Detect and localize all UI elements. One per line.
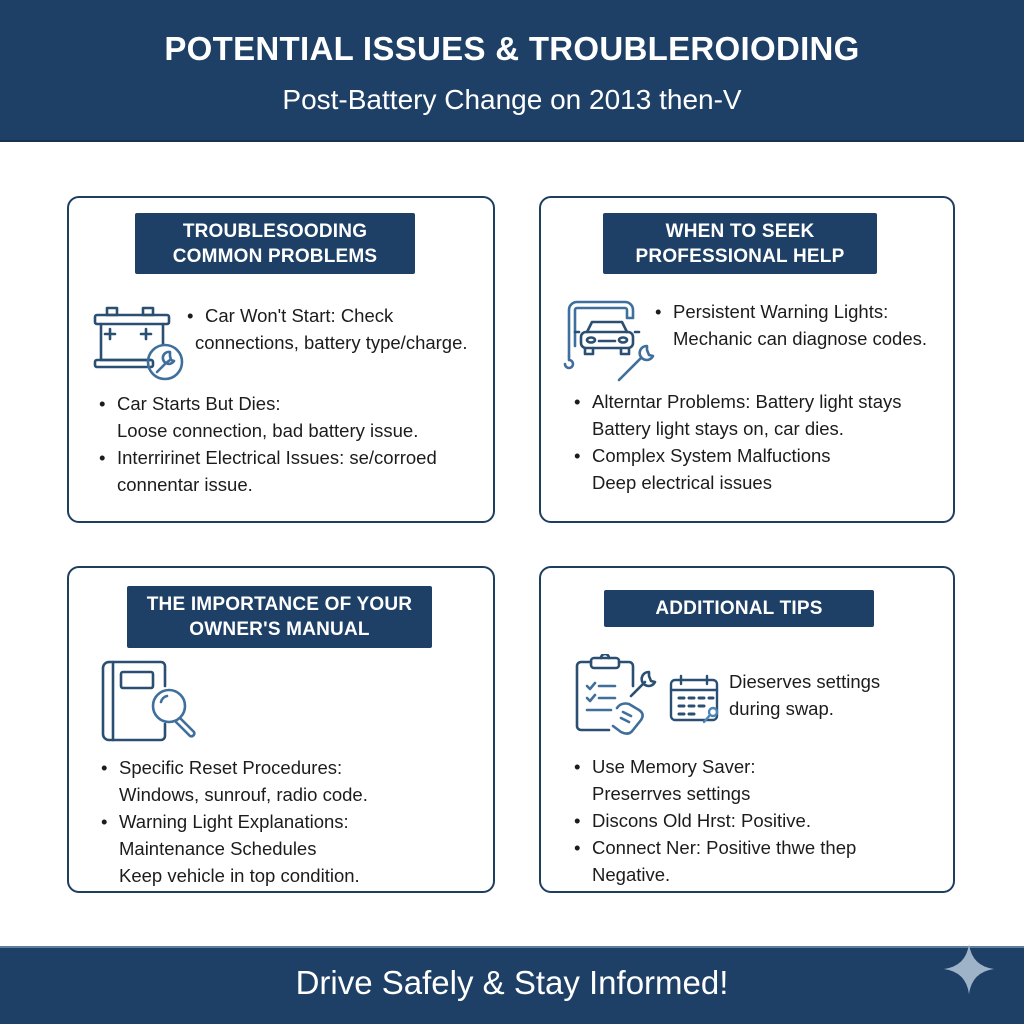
calendar-icon: [669, 674, 723, 726]
card-heading-line1: WHEN TO SEEK: [665, 220, 815, 242]
item-line1: Specific Reset Procedures:: [119, 757, 343, 778]
item-line1: Use Memory Saver:: [592, 756, 756, 777]
item-line2: Loose connection, bad battery issue.: [117, 420, 419, 441]
page-title: POTENTIAL ISSUES & TROUBLEROIODING: [164, 30, 860, 67]
card-heading-badge: [127, 586, 432, 648]
item-line2: Negative.: [592, 864, 671, 885]
footer-message: Drive Safely & Stay Informed!: [295, 964, 729, 1001]
intro-line1: Dieserves settings: [729, 671, 881, 692]
battery-wrench-icon: [91, 302, 187, 382]
item-line2: Preserrves settings: [592, 783, 751, 804]
card-heading-line1: TROUBLESOODING: [182, 220, 368, 242]
card-item: • Warning Light Explanations: Maintenance Schedules Keep vehicle in top condition.: [101, 808, 360, 889]
sparkle-icon: [942, 942, 996, 1001]
card-heading-line1: ADDITIONAL TIPS: [655, 598, 823, 619]
footer-banner: [0, 946, 1024, 1024]
card-troubleshooting-common-problems: [67, 196, 495, 523]
card-item: • Alterntar Problems: Battery light stays Battery light stays on, car dies.: [574, 388, 901, 442]
card-item: • Car Starts But Dies: Loose connection, bad battery issue.: [99, 390, 418, 444]
car-lift-wrench-icon: [561, 296, 661, 382]
manual-magnifier-icon: [99, 660, 203, 746]
card-additional-tips: [539, 566, 955, 893]
item-line1: Car Won't Start: Check: [205, 305, 394, 326]
card-item: • Discons Old Hrst: Positive.: [574, 810, 811, 831]
page-subtitle: Post-Battery Change on 2013 then-V: [282, 84, 742, 115]
item-line3: Keep vehicle in top condition.: [119, 865, 360, 886]
tips-intro: [729, 668, 880, 722]
card-item: • Interririnet Electrical Issues: se/corroed connentar issue.: [99, 444, 437, 498]
item-line1: Interririnet Electrical Issues: se/corroed: [117, 447, 437, 468]
item-line1: Alterntar Problems: Battery light stays: [592, 391, 902, 412]
intro-line2: during swap.: [729, 698, 834, 719]
item-line1: Discons Old Hrst: Positive.: [592, 810, 811, 831]
item-line1: Warning Light Explanations:: [119, 811, 349, 832]
card-heading-badge: [604, 590, 874, 627]
item-line1: Persistent Warning Lights:: [673, 301, 889, 322]
item-line2: Deep electrical issues: [592, 472, 772, 493]
card-item: • Complex System Malfuctions Deep electrical issues: [574, 442, 831, 496]
item-line2: Battery light stays on, car dies.: [592, 418, 844, 439]
card-item: • Persistent Warning Lights: Mechanic can diagnose codes.: [655, 298, 927, 352]
card-item: • Specific Reset Procedures: Windows, sunrouf, radio code.: [101, 754, 368, 808]
card-heading-badge: [603, 213, 877, 274]
item-line2: Maintenance Schedules: [119, 838, 317, 859]
item-line2: connentar issue.: [117, 474, 253, 495]
card-professional-help: [539, 196, 955, 523]
item-line2: Windows, sunrouf, radio code.: [119, 784, 368, 805]
item-line2: Mechanic can diagnose codes.: [673, 328, 928, 349]
header-banner: [0, 0, 1024, 142]
card-heading-line2: OWNER'S MANUAL: [189, 619, 370, 640]
card-heading-badge: [135, 213, 415, 274]
card-item: • Use Memory Saver: Preserrves settings: [574, 753, 755, 807]
card-heading-line2: PROFESSIONAL HELP: [635, 245, 845, 267]
card-item: • Connect Ner: Positive thwe thep Negative.: [574, 834, 856, 888]
checklist-wrench-icon: [573, 654, 665, 740]
item-line1: Connect Ner: Positive thwe thep: [592, 837, 857, 858]
item-line1: Complex System Malfuctions: [592, 445, 831, 466]
card-heading-line1: THE IMPORTANCE OF YOUR: [146, 594, 413, 615]
card-item: • Car Won't Start: Check connections, battery type/charge.: [187, 302, 468, 356]
item-line2: connections, battery type/charge.: [195, 332, 468, 353]
item-line1: Car Starts But Dies:: [117, 393, 281, 414]
card-heading-line2: COMMON PROBLEMS: [172, 245, 378, 267]
card-owners-manual: [67, 566, 495, 893]
